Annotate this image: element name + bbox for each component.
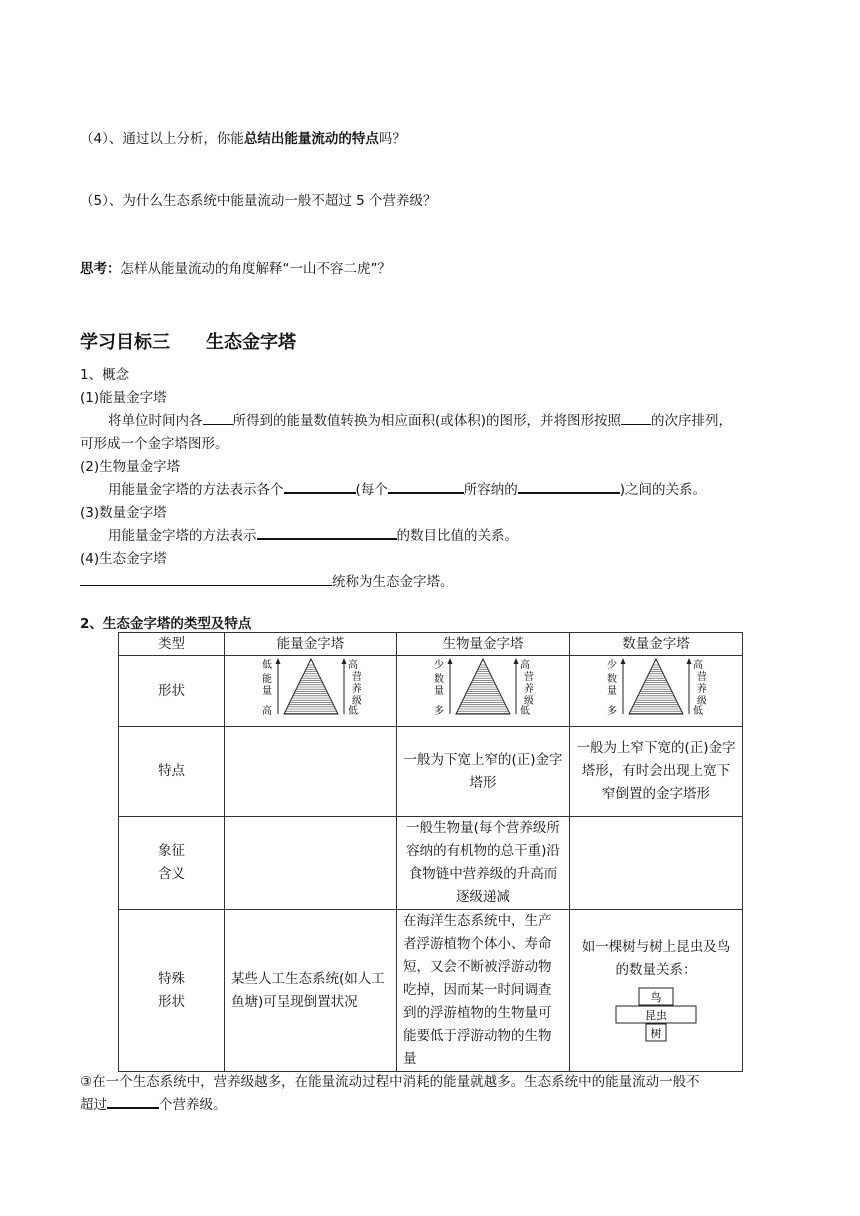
biomass-top-right-label: 高 [520,660,530,671]
svg-text:级: 级 [351,696,361,707]
question-5: （5）、为什么生态系统中能量流动一般不超过 5 个营养级？ [80,193,437,209]
number-pyramid-diagram [606,656,706,718]
svg-text:养: 养 [524,684,533,695]
biomass-bottom-right-label: 低 [520,706,530,717]
question-4 [80,127,406,147]
blank-7[interactable] [80,571,332,586]
eco-text-a: 统称为生态金字塔。 [332,574,454,590]
note-text-b: 个营养级。 [159,1097,227,1113]
number-top-right-label: 高 [693,660,703,671]
biomass-pyramid-title: (2)生物量金字塔 [80,459,181,475]
svg-text:数: 数 [607,674,617,685]
number-meaning-cell[interactable] [570,817,743,910]
number-top-left-label: 少 [607,660,617,671]
types-title: 2、生态金字塔的类型及特点 [80,616,252,632]
blank-1[interactable] [203,410,233,425]
svg-text:级: 级 [524,696,533,707]
q4-suffix: 吗？ [378,131,406,147]
header-biomass: 生物量金字塔 [397,633,570,656]
number-special-cell [570,910,743,1072]
row-label-shape: 形状 [119,656,225,727]
biomass-feature-cell: 一般为下宽上窄的(正)金字塔形 [397,727,570,817]
energy-top-left-label: 低 [261,660,272,671]
energy-bottom-left-label: 高 [261,706,272,717]
table-row-feature [119,727,743,817]
biomass-shape-cell [397,656,570,727]
svg-text:量: 量 [607,686,617,697]
energy-meaning-cell[interactable] [225,817,397,910]
blank-2[interactable] [621,410,651,425]
biomass-text-c: 所容纳的 [463,482,518,498]
energy-pyramid-line2: 可形成一个金字塔图形。 [80,436,229,452]
energy-pyramid-line1 [108,409,732,429]
blank-3[interactable] [284,478,356,494]
energy-top-right-label: 高 [347,660,358,671]
energy-special-cell: 某些人工生态系统(如人工鱼塘)可呈现倒置状况 [225,910,397,1072]
biomass-bottom-left-label: 多 [434,706,444,717]
note-line2 [80,1093,227,1113]
energy-text-b: 所得到的能量数值转换为相应面积(或体积)的图形，并将图形按照 [232,413,622,429]
svg-text:数: 数 [434,674,444,685]
energy-shape-cell [225,656,397,727]
eco-pyramid-title: (4)生态金字塔 [80,551,167,567]
number-pyramid-title: (3)数量金字塔 [80,505,167,521]
header-number: 数量金字塔 [570,633,743,656]
blank-4[interactable] [388,478,464,494]
table-header-row [119,633,743,656]
table-row-meaning [119,817,743,910]
biomass-pyramid-diagram [433,656,533,718]
tree-pyramid-diagram [614,986,698,1046]
svg-text:量: 量 [434,686,444,697]
number-bottom-left-label: 多 [607,706,617,717]
q4-bold: 总结出能量流动的特点 [243,131,379,147]
concept-title: 1、概念 [80,367,130,383]
energy-text-a: 将单位时间内各 [108,413,203,429]
note-text-a: 超过 [80,1097,107,1113]
number-shape-cell [570,656,743,727]
table-row-shape [119,656,743,727]
svg-text:营: 营 [351,672,361,683]
energy-pyramid-title: (1)能量金字塔 [80,390,167,406]
blank-5[interactable] [518,478,620,494]
eco-pyramid-line [80,570,454,590]
energy-bottom-right-label: 低 [347,706,358,717]
biomass-text-d: )之间的关系。 [619,482,707,498]
pyramid-types-table [118,632,743,1072]
number-feature-cell: 一般为上窄下宽的(正)金字塔形，有时会出现上宽下窄倒置的金字塔形 [570,727,743,817]
biomass-special-cell: 在海洋生态系统中，生产者浮游植物个体小、寿命短，又会不断被浮游动物吃掉，因而某一时间调查到的浮游植物的生物量可能要低于浮游动物的生物量 [397,910,570,1072]
biomass-top-left-label: 少 [434,660,444,671]
energy-left-label-1: 能 [261,674,272,685]
table-row-special [119,910,743,1072]
header-type: 类型 [119,633,225,656]
svg-text:营: 营 [697,672,706,683]
svg-text:营: 营 [524,672,533,683]
blank-8[interactable] [107,1093,159,1109]
svg-text:养: 养 [351,684,361,695]
svg-text:养: 养 [697,684,706,695]
section-title: 学习目标三 生态金字塔 [80,332,296,353]
energy-pyramid-diagram [261,656,361,718]
tree-label: 树 [650,1026,662,1040]
blank-6[interactable] [257,524,397,540]
note-line1: ③在一个生态系统中，营养级越多，在能量流动过程中消耗的能量就越多。生态系统中的能量流动一般不 [80,1074,700,1090]
think-question [80,257,391,277]
number-text-a: 用能量金字塔的方法表示 [108,528,257,544]
biomass-text-a: 用能量金字塔的方法表示各个 [108,482,284,498]
row-label-feature: 特点 [119,727,225,817]
row-label-special: 特殊 形状 [119,910,225,1072]
number-special-text: 如一棵树与树上昆虫及鸟的数量关系： [581,938,731,978]
biomass-pyramid-line [108,478,706,498]
biomass-text-b: (每个 [355,482,388,498]
bird-label: 鸟 [650,990,662,1004]
svg-text:级: 级 [697,696,706,707]
row-label-meaning: 象征 含义 [119,817,225,910]
insect-label: 昆虫 [645,1008,667,1022]
header-energy: 能量金字塔 [225,633,397,656]
think-label: 思考： [80,261,121,277]
energy-feature-cell[interactable] [225,727,397,817]
number-bottom-right-label: 低 [693,706,703,717]
number-text-b: 的数目比值的关系。 [396,528,518,544]
energy-text-c: 的次序排列， [651,413,733,429]
q4-prefix: （4）、通过以上分析，你能 [80,131,244,147]
number-pyramid-line [108,524,518,544]
energy-left-label-2: 量 [261,686,272,697]
biomass-meaning-cell: 一般生物量(每个营养级所容纳的有机物的总干重)沿食物链中营养级的升高而逐级递减 [397,817,570,910]
think-text: 怎样从能量流动的角度解释“一山不容二虎”？ [120,261,391,277]
